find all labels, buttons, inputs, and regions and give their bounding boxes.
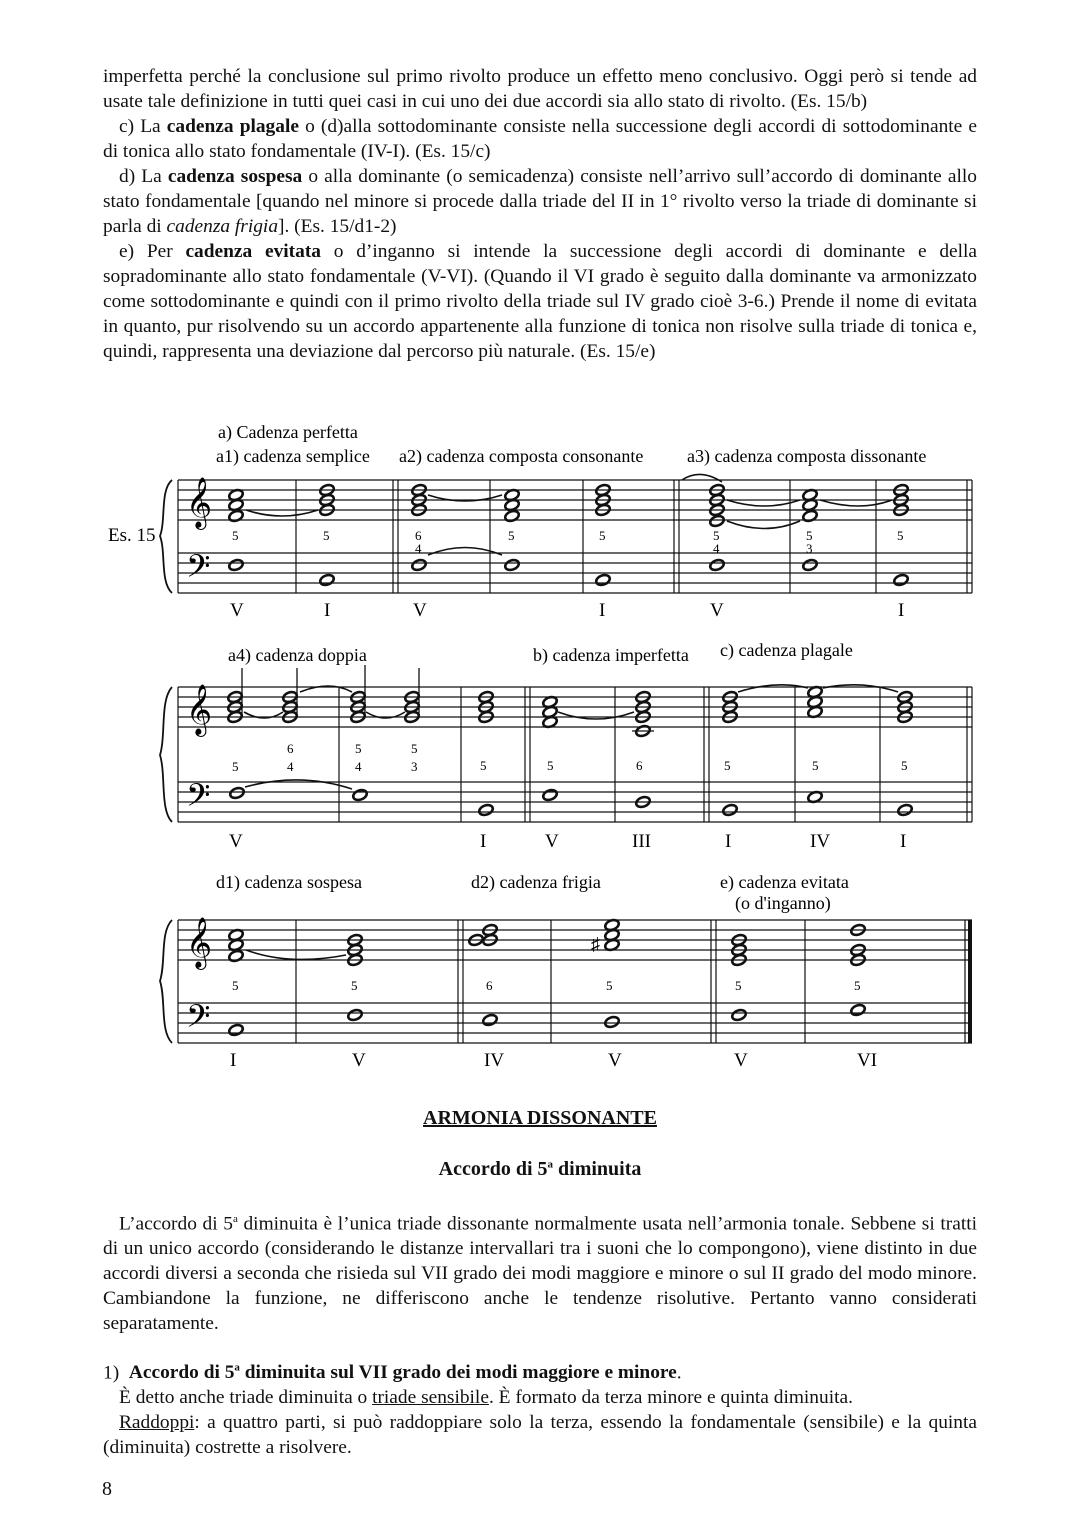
row3-label-d2: d2) cadenza frigia (471, 872, 601, 892)
section-title: ARMONIA DISSONANTE (423, 1107, 657, 1129)
svg-text:V: V (413, 600, 427, 621)
svg-text:IV: IV (810, 831, 831, 852)
svg-text:3: 3 (806, 541, 813, 556)
svg-text:V: V (229, 831, 243, 852)
row1-chords (228, 483, 909, 586)
row3-staff (178, 920, 972, 1043)
svg-text:I: I (898, 600, 905, 621)
term-cadenza-sospesa: cadenza sospesa (167, 166, 303, 187)
svg-text:6: 6 (486, 978, 493, 993)
row3-bass-clef: 𝄢 (186, 1000, 211, 1042)
svg-text:5: 5 (713, 528, 720, 543)
svg-text:5: 5 (351, 978, 358, 993)
svg-text:I: I (599, 600, 606, 621)
svg-text:5: 5 (724, 758, 731, 773)
svg-text:5: 5 (812, 758, 819, 773)
svg-text:I: I (324, 600, 331, 621)
svg-text:3: 3 (411, 759, 418, 774)
svg-text:5: 5 (508, 528, 515, 543)
row2-degrees (229, 831, 906, 852)
list-item-1: 1) Accordo di 5$^a$ diminuita sul VII grado dei modi maggiore e minore. È detto anche triade diminuita o triade sensibile. È formato da terza minore e quinta diminuita. Raddoppi: a quattro parti, si può raddoppiare solo la terza, essendo la fondamentale (sensibile) e la quinta (diminuita) costrette a risolvere. (103, 1362, 977, 1459)
row3-treble-clef: 𝄞 (186, 918, 213, 967)
svg-text:6: 6 (415, 528, 422, 543)
paragraph-c: c) La cadenza plagale o (d)alla sottodominante consiste nella successione degli accordi di sottodominante e di tonica allo stato fondamentale (IV-I). (Es. 15/c) (103, 116, 977, 162)
svg-text:6: 6 (287, 741, 294, 756)
svg-text:III: III (632, 831, 651, 852)
page-number: 8 (102, 1478, 112, 1500)
svg-text:V: V (545, 831, 559, 852)
svg-text:5: 5 (232, 978, 239, 993)
svg-text:4: 4 (415, 541, 422, 556)
row2-label-c: c) cadenza plagale (720, 640, 853, 660)
svg-text:5: 5 (897, 528, 904, 543)
svg-text:5: 5 (606, 978, 613, 993)
row3-label-d1: d1) cadenza sospesa (216, 872, 362, 892)
svg-text:5: 5 (735, 978, 742, 993)
svg-text:V: V (710, 600, 724, 621)
row2-ties (244, 685, 898, 789)
term-cadenza-evitata: cadenza evitata (185, 241, 321, 262)
svg-text:5: 5 (599, 528, 606, 543)
paragraph-e: e) Per cadenza evitata o d’inganno si intende la successione degli accordi di dominante e della sopradominante allo stato fondamentale (V-VI). (Quando il VI grado è seguito dalla dominante va armonizzato come sottodominante e quindi con il primo rivolto della triade sul IV grado cioè 3-6.) Prende il nome di evitata in quanto, pur risolvendo su un accordo appartenente alla funzione di tonica non risolve sulla triade di tonica e, quindi, rappresenta una deviazione dal percorso più naturale. (Es. 15/e) (103, 241, 978, 362)
row1-label-a3: a3) cadenza composta dissonante (687, 446, 927, 466)
row1-label-a2: a2) cadenza composta consonante (399, 446, 644, 466)
row1-bass-clef: 𝄢 (186, 550, 211, 592)
term-cadenza-plagale: cadenza plagale (166, 116, 299, 137)
svg-text:5: 5 (355, 741, 362, 756)
row1-ties (246, 474, 892, 555)
svg-text:I: I (900, 831, 907, 852)
intro-paragraph-b: imperfetta perché la conclusione sul primo rivolto produce un effetto meno conclusivo. Oggi però si tende ad usate tale definizione in tutti quei casi in cui uno dei due accordi sia allo stato di rivolto. (Es. 15/b) (103, 66, 977, 112)
row3-brace (160, 920, 172, 1043)
row2-label-b: b) cadenza imperfetta (533, 645, 689, 665)
svg-text:4: 4 (355, 759, 362, 774)
paragraph-d: d) La cadenza sospesa o alla dominante (o semicadenza) consiste nell’arrivo sull’accordo di dominante allo stato fondamentale [quando nel minore si procede dalla triade del II in 1° rivolto verso la triade di dominante si parla di cadenza frigia]. (Es. 15/d1-2) (103, 166, 978, 237)
row2-brace (160, 687, 172, 822)
svg-text:5: 5 (854, 978, 861, 993)
body-paragraph: L’accordo di 5$^a$ diminuita è l’unica triade dissonante normalmente usata nell’armonia tonale. Sebbene si tratti di un unico accordo (considerando le distanze intervallari tra i suoni che lo compongono), viene distinto in due accordi diversi a seconda che risieda sul VII grado dei modi maggiore e minore o sul II grado del modo minore. Cambiandone la funzione, ne differiscono anche le tendenze risolutive. Pertanto vanno considerati separatamente. (103, 1213, 977, 1335)
svg-text:5: 5 (901, 758, 908, 773)
svg-text:I: I (725, 831, 732, 852)
row2-treble-clef: 𝄞 (186, 685, 213, 734)
row3-label-e-sub: (o d'inganno) (735, 893, 831, 913)
row2-figures (232, 741, 908, 774)
svg-text:V: V (734, 1050, 748, 1071)
svg-text:V: V (230, 600, 244, 621)
svg-text:6: 6 (636, 758, 643, 773)
svg-text:4: 4 (713, 541, 720, 556)
svg-text:5: 5 (547, 758, 554, 773)
section-subtitle: Accordo di 5$^a$ diminuita (438, 1158, 642, 1180)
row3-degrees (230, 1050, 877, 1071)
svg-text:IV: IV (484, 1050, 505, 1071)
svg-text:5: 5 (411, 741, 418, 756)
svg-text:I: I (230, 1050, 237, 1071)
item-number: 1) (103, 1362, 120, 1384)
sharp-accidental: ♯ (591, 934, 600, 954)
row3-ties (246, 950, 346, 959)
svg-text:5: 5 (806, 528, 813, 543)
svg-text:5: 5 (232, 528, 239, 543)
term-cadenza-frigia: cadenza frigia (166, 216, 279, 237)
row1-treble-clef: 𝄞 (186, 478, 213, 527)
row2-label-a4: a4) cadenza doppia (228, 645, 367, 665)
row1-staff (178, 480, 972, 593)
term-triade-sensibile: triade sensibile (372, 1387, 489, 1409)
svg-text:V: V (608, 1050, 622, 1071)
svg-text:4: 4 (287, 759, 294, 774)
svg-text:I: I (480, 831, 487, 852)
row3-chords (228, 918, 866, 1036)
row1-figures (232, 528, 904, 556)
intro-text (103, 64, 977, 364)
row1-degrees (230, 600, 904, 621)
row2-bass-clef: 𝄢 (186, 779, 211, 821)
row1-label-a1: a1) cadenza semplice (216, 446, 370, 466)
svg-text:5: 5 (232, 759, 239, 774)
row3-figures (232, 978, 861, 993)
svg-text:VI: VI (857, 1050, 878, 1071)
row1-title: a) Cadenza perfetta (218, 422, 358, 442)
row1-brace (160, 480, 172, 593)
example-label: Es. 15 (108, 525, 156, 546)
row2-chords (227, 665, 913, 817)
raddoppi-label: Raddoppi (119, 1412, 195, 1434)
svg-text:5: 5 (480, 758, 487, 773)
svg-text:5: 5 (323, 528, 330, 543)
row2-staff (178, 687, 972, 822)
row3-label-e: e) cadenza evitata (720, 872, 849, 892)
svg-text:V: V (352, 1050, 366, 1071)
